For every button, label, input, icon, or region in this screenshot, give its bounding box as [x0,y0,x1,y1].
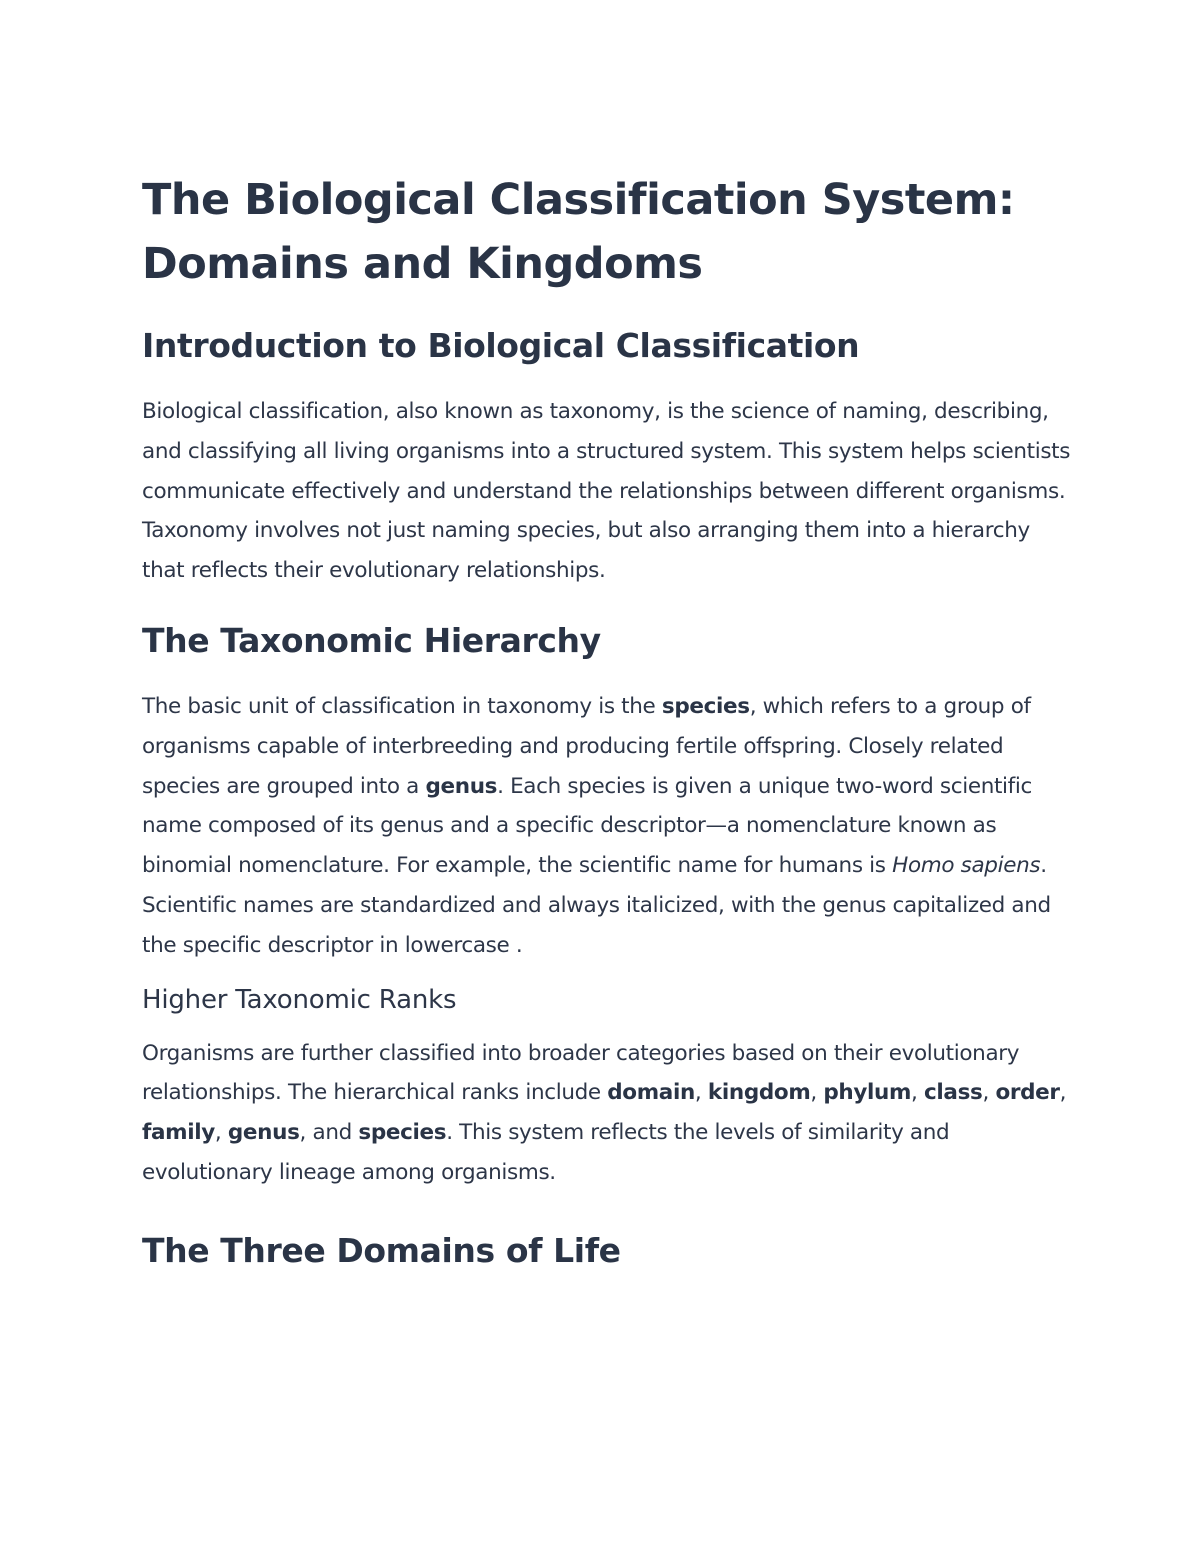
term-genus: genus [227,1120,300,1146]
document-title: The Biological Classification System: Domains and Kingdoms [142,175,1015,289]
heading-three-domains: The Three Domains of Life [142,1230,621,1270]
text-run: . This system reflects the levels of similarity and evolutionary lineage among organisms. [142,1120,950,1185]
text-run: , which refers to a group of organisms capable of interbreeding and producing fertile offspring. Closely related species are grouped into a [142,693,1031,799]
term-order: order [995,1080,1060,1106]
text-run: . Each species is given a unique two-word scientific name composed of its genus and a specific descriptor—a nomenclature known as binomial nomenclature. For example, the scientific name for humans is [142,773,1032,879]
text-run: Organisms are further classified into broader categories based on their evolutionary relationships. The hierarchical ranks include [142,1040,1020,1106]
separator: , [911,1080,925,1106]
term-class: class [924,1080,983,1106]
separator: , [694,1080,708,1106]
separator: , [1059,1080,1067,1106]
text-run: . Scientific names are standardized and always italicized, with the genus capitalized and the specific descriptor in lowercase . [142,853,1051,958]
paragraph-higher-taxonomic-ranks [142,1034,1072,1193]
term-family: family [142,1120,215,1146]
paragraph-introduction: Biological classification, also known as taxonomy, is the science of naming, describing, and classifying all living organisms into a structured system. This system helps scientists communicate effectively and understand the relationships between different organisms. Taxonomy involves not just naming species, but also arranging them into a hierarchy that reflects their evolutionary relationships. [142,399,1071,584]
paragraph-taxonomic-hierarchy [142,687,1072,966]
heading-taxonomic-hierarchy: The Taxonomic Hierarchy [142,620,601,660]
heading-higher-taxonomic-ranks: Higher Taxonomic Ranks [142,984,457,1015]
separator: , [982,1080,996,1106]
separator: , [214,1120,228,1146]
scientific-name-homo-sapiens: Homo sapiens [892,853,1041,879]
separator-and: , and [299,1120,359,1146]
heading-introduction: Introduction to Biological Classification [142,326,860,365]
separator: , [810,1080,824,1106]
term-genus: genus [425,773,498,799]
term-species: species [358,1120,447,1146]
term-kingdom: kingdom [707,1080,811,1106]
document-page [142,168,1072,1279]
text-run: The basic unit of classification in taxonomy is the [142,693,662,719]
term-species: species [661,693,750,719]
term-phylum: phylum [823,1080,912,1106]
term-domain: domain [607,1080,695,1106]
